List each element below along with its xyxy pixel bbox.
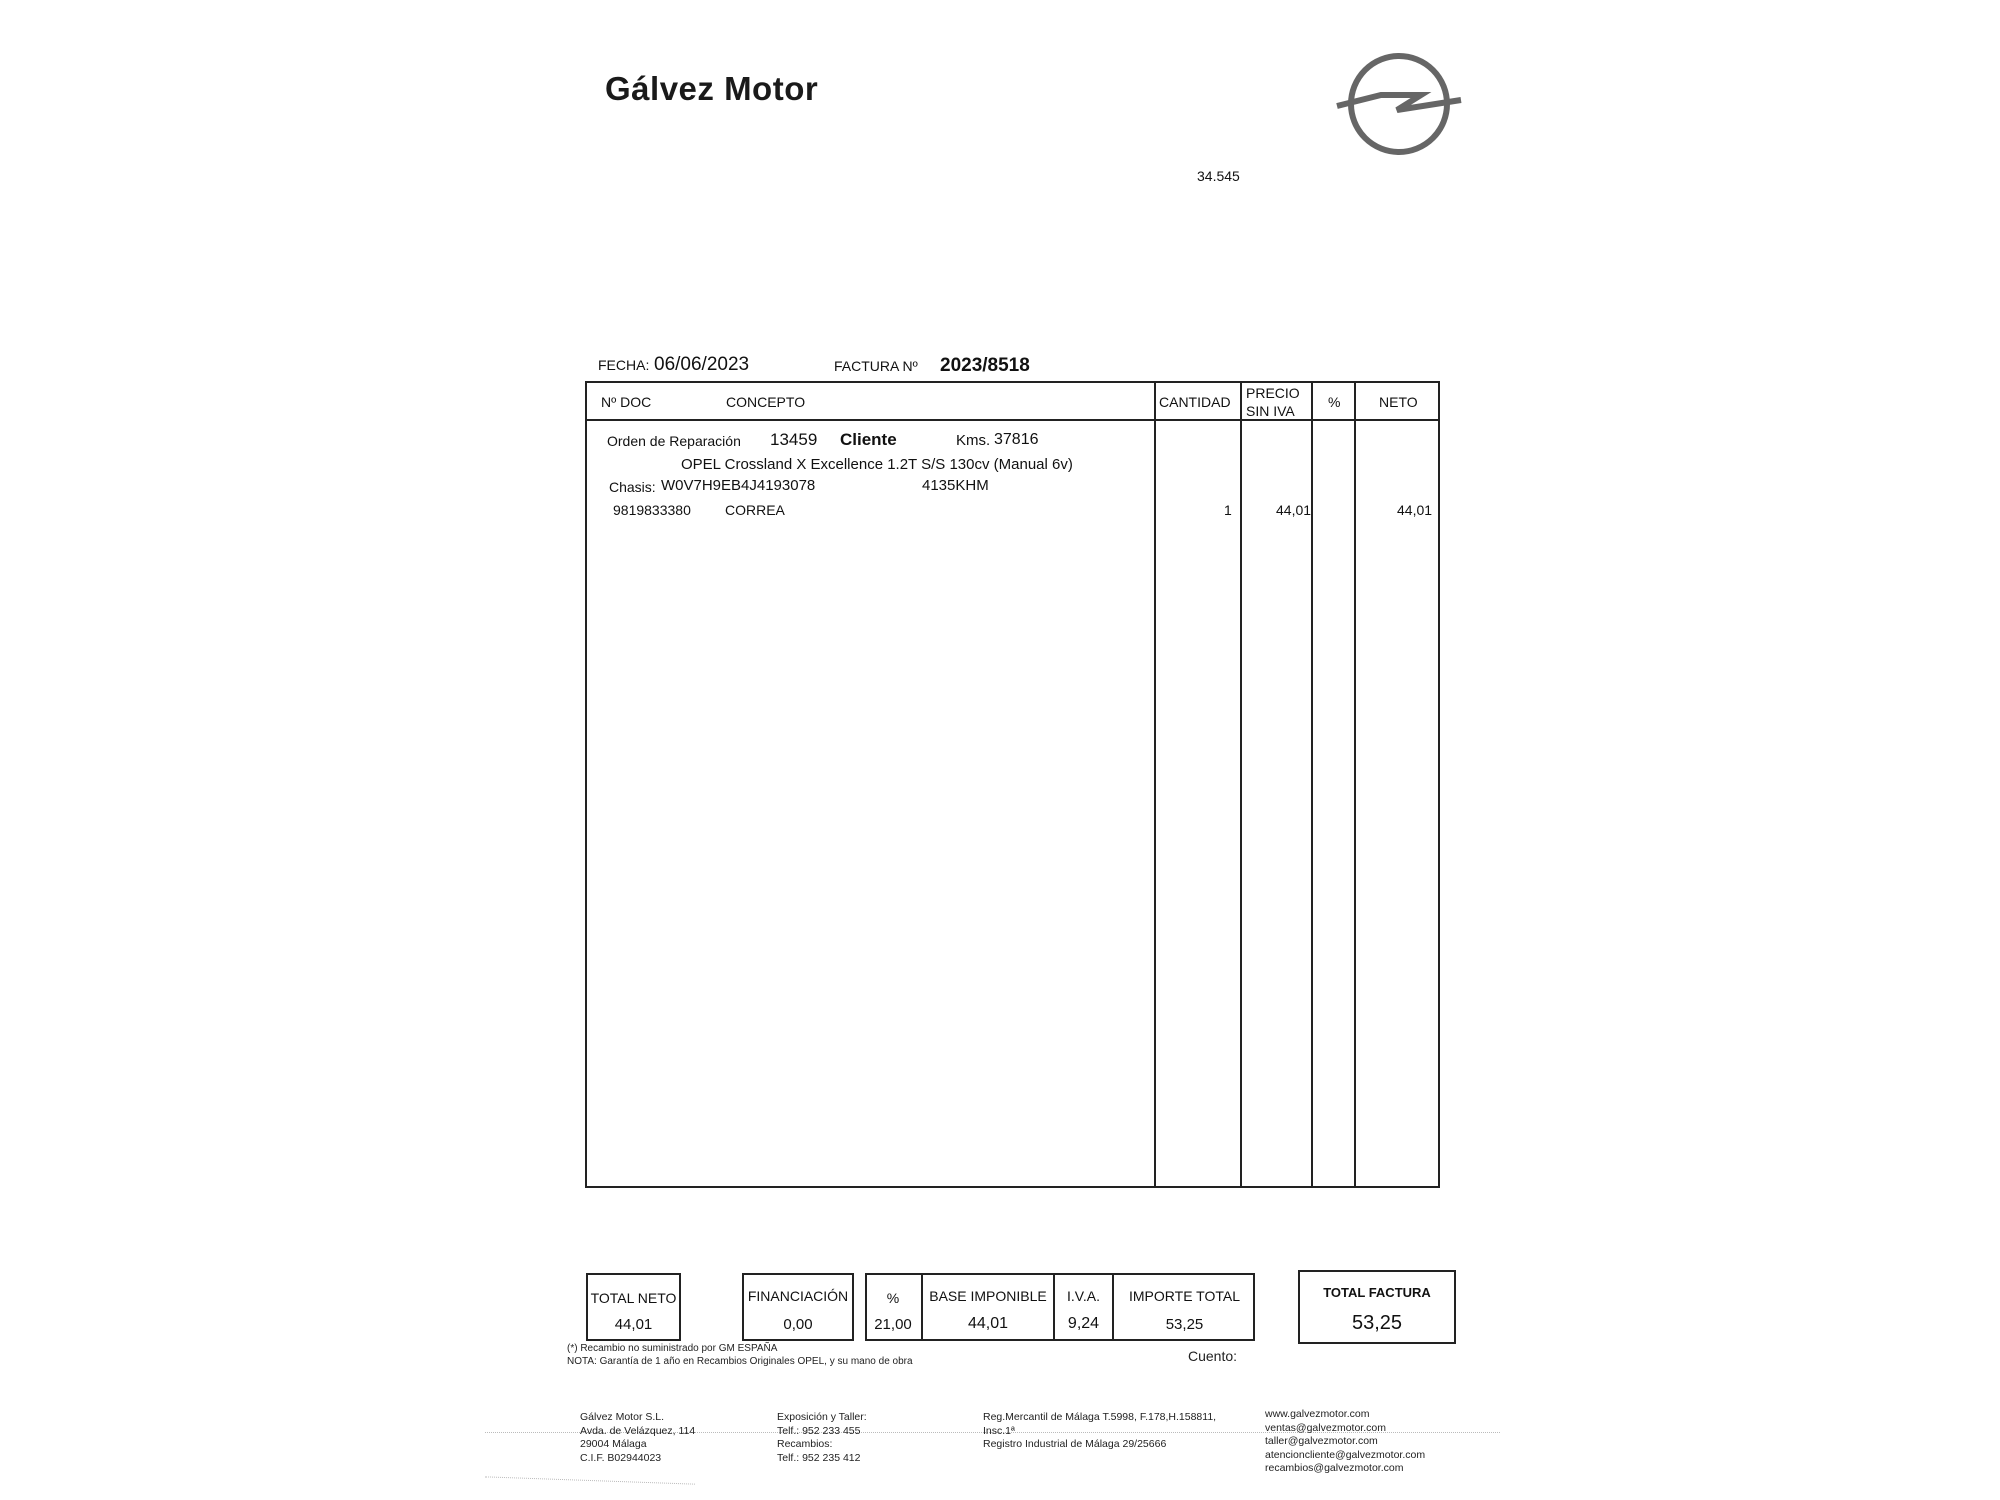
footer-link[interactable]: taller@galvezmotor.com xyxy=(1265,1435,1378,1447)
footer-line: C.I.F. B02944023 xyxy=(580,1451,662,1464)
factura-label: FACTURA Nº xyxy=(834,358,918,374)
header-sin-iva: SIN IVA xyxy=(1246,403,1295,419)
header-ndoc: Nº DOC xyxy=(601,394,652,410)
cuento-label: Cuento: xyxy=(1188,1348,1238,1364)
total-factura-value: 53,25 xyxy=(1351,1312,1403,1334)
footer-link[interactable]: ventas@galvezmotor.com xyxy=(1265,1421,1386,1434)
footer-link[interactable]: www.galvezmotor.com xyxy=(1265,1408,1370,1420)
kms-value: 37816 xyxy=(994,431,1039,448)
fecha-label: FECHA: xyxy=(598,357,650,373)
footer-line: Insc.1ª xyxy=(983,1424,1015,1437)
iva-value: 9,24 xyxy=(1067,1315,1100,1332)
line-ref: 9819833380 xyxy=(613,502,691,518)
base-imponible-value: 44,01 xyxy=(967,1315,1009,1332)
header-pct: % xyxy=(1328,394,1341,410)
footer-line: Telf.: 952 233 455 xyxy=(777,1424,861,1437)
iva-label: I.V.A. xyxy=(1067,1288,1100,1304)
document-number: 34.545 xyxy=(1197,168,1240,184)
fecha-value: 06/06/2023 xyxy=(654,354,750,375)
pct-value: 21,00 xyxy=(874,1316,912,1333)
chasis-value: W0V7H9EB4J4193078 xyxy=(661,477,816,494)
footer-line: Reg.Mercantil de Málaga T.5998, F.178,H.158811, xyxy=(983,1411,1217,1423)
header-neto: NETO xyxy=(1379,394,1418,410)
footer-company xyxy=(580,1411,695,1465)
line-neto: 44,01 xyxy=(1397,502,1433,518)
footer-contact xyxy=(777,1411,867,1465)
total-neto-value: 44,01 xyxy=(614,1316,653,1333)
column-divider xyxy=(1240,381,1242,1188)
line-cantidad: 1 xyxy=(1224,502,1232,518)
footer-link[interactable]: recambios@galvezmotor.com xyxy=(1265,1462,1404,1474)
company-name: Gálvez Motor xyxy=(605,70,819,107)
column-divider xyxy=(1154,381,1156,1188)
footer-line: Exposición y Taller: xyxy=(777,1411,867,1423)
factura-value: 2023/8518 xyxy=(940,355,1030,376)
header-precio: PRECIO xyxy=(1246,385,1300,401)
header-cantidad: CANTIDAD xyxy=(1159,394,1231,410)
footer-line: Telf.: 952 235 412 xyxy=(777,1451,861,1464)
base-imponible-label: BASE IMPONIBLE xyxy=(929,1288,1047,1304)
vehicle-description: OPEL Crossland X Excellence 1.2T S/S 130cv (Manual 6v) xyxy=(681,456,1073,473)
line-concepto: CORREA xyxy=(725,502,785,518)
repair-order-number: 13459 xyxy=(770,430,818,449)
footer-line: Recambios: xyxy=(777,1438,833,1450)
repair-order-label: Orden de Reparación xyxy=(607,433,741,449)
cliente-label: Cliente xyxy=(840,430,897,449)
pct-label: % xyxy=(886,1290,900,1306)
footer-link[interactable]: atencioncliente@galvezmotor.com xyxy=(1265,1448,1426,1461)
financiacion-value: 0,00 xyxy=(783,1316,813,1333)
header-concepto: CONCEPTO xyxy=(726,394,806,410)
footer-line: Registro Industrial de Málaga 29/25666 xyxy=(983,1438,1167,1450)
scan-artifact xyxy=(485,1476,695,1484)
footer-line: Avda. de Velázquez, 114 xyxy=(580,1424,696,1437)
kms-label: Kms. xyxy=(956,432,991,449)
line-precio: 44,01 xyxy=(1276,502,1312,518)
column-divider xyxy=(1354,381,1356,1188)
footer-line: 29004 Málaga xyxy=(580,1438,647,1450)
note-garantia: NOTA: Garantía de 1 año en Recambios Originales OPEL, y su mano de obra xyxy=(567,1356,913,1367)
plate-value: 4135KHM xyxy=(922,477,989,494)
total-factura-label: TOTAL FACTURA xyxy=(1323,1285,1431,1300)
financiacion-label: FINANCIACIÓN xyxy=(747,1288,849,1304)
importe-total-label: IMPORTE TOTAL xyxy=(1129,1288,1240,1304)
footer-web xyxy=(1265,1408,1425,1476)
footer-registry xyxy=(983,1411,1216,1452)
total-neto-label: TOTAL NETO xyxy=(590,1290,677,1306)
footer-line: Gálvez Motor S.L. xyxy=(580,1411,665,1423)
column-divider xyxy=(1311,381,1313,1188)
chasis-label: Chasis: xyxy=(609,479,656,495)
note-recambio: (*) Recambio no suministrado por GM ESPAÑA xyxy=(567,1343,778,1354)
importe-total-value: 53,25 xyxy=(1165,1316,1204,1333)
opel-blitz-icon xyxy=(1335,50,1463,158)
